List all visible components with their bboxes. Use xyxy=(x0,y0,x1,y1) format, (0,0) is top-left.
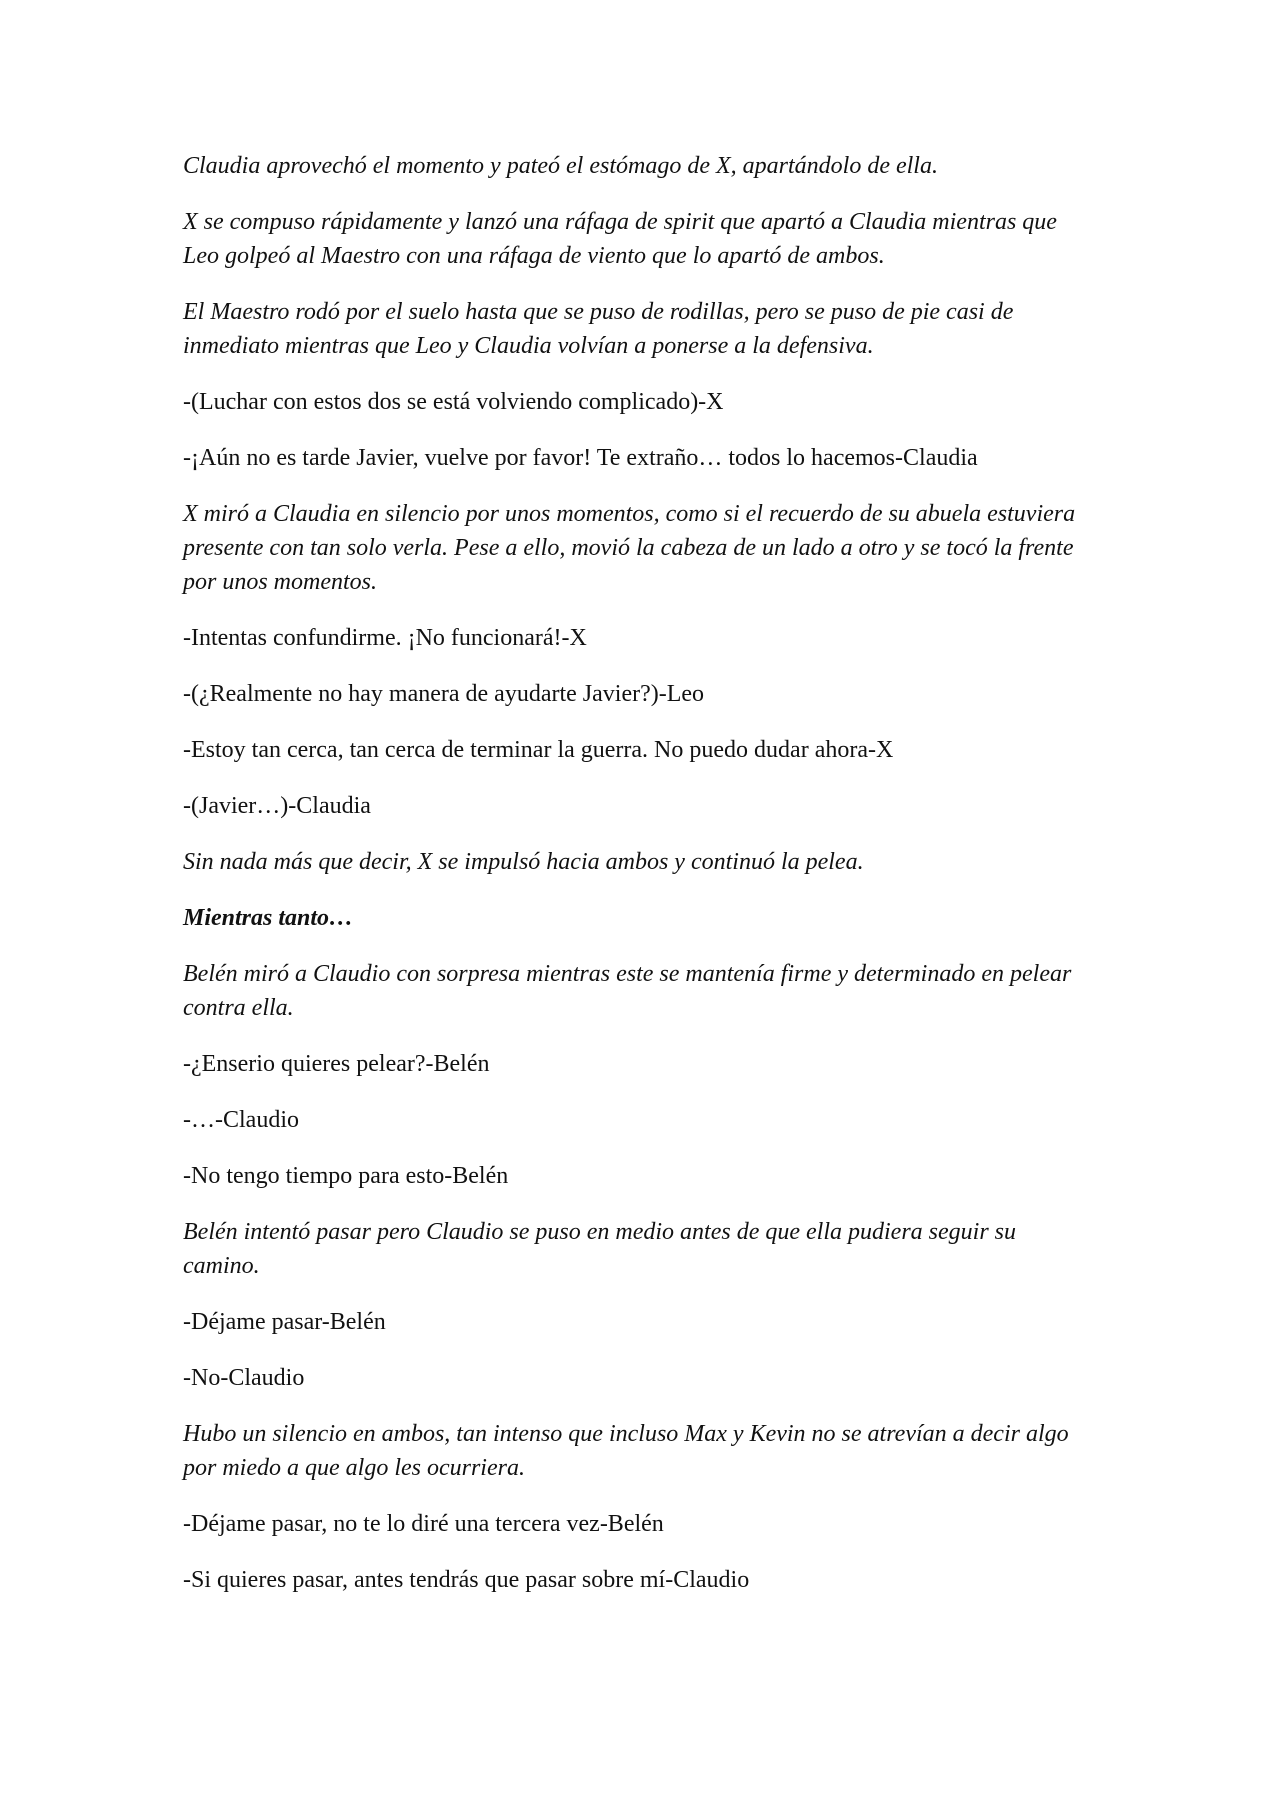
narration-paragraph: El Maestro rodó por el suelo hasta que se puso de rodillas, pero se puso de pie casi de inmediato mientras que Leo y Claudia volvían a ponerse a la defensiva. xyxy=(183,299,1014,359)
dialogue-line: -¿Enserio quieres pelear?-Belén xyxy=(183,1051,490,1077)
dialogue-line: -(¿Realmente no hay manera de ayudarte Javier?)-Leo xyxy=(183,681,705,707)
dialogue-line: -Estoy tan cerca, tan cerca de terminar la guerra. No puedo dudar ahora-X xyxy=(183,737,894,763)
dialogue-line: -No tengo tiempo para esto-Belén xyxy=(183,1163,509,1189)
dialogue-line: -Si quieres pasar, antes tendrás que pasar sobre mí-Claudio xyxy=(183,1567,750,1593)
dialogue-line: -(Luchar con estos dos se está volviendo complicado)-X xyxy=(183,389,724,415)
dialogue-line: -Déjame pasar, no te lo diré una tercera vez-Belén xyxy=(183,1511,664,1537)
scene-break-heading: Mientras tanto… xyxy=(183,905,354,931)
dialogue-line: -¡Aún no es tarde Javier, vuelve por favor! Te extraño… todos lo hacemos-Claudia xyxy=(183,445,978,471)
narration-paragraph: Claudia aprovechó el momento y pateó el estómago de X, apartándolo de ella. xyxy=(183,153,938,179)
narration-paragraph: Belén miró a Claudio con sorpresa mientras este se mantenía firme y determinado en pelear contra ella. xyxy=(183,961,1072,1021)
narration-paragraph: Hubo un silencio en ambos, tan intenso que incluso Max y Kevin no se atrevían a decir algo por miedo a que algo les ocurriera. xyxy=(183,1421,1069,1481)
narration-paragraph: Belén intentó pasar pero Claudio se puso en medio antes de que ella pudiera seguir su camino. xyxy=(183,1219,1017,1279)
document-body xyxy=(183,149,1093,1619)
narration-paragraph: Sin nada más que decir, X se impulsó hacia ambos y continuó la pelea. xyxy=(183,849,864,875)
dialogue-line: -(Javier…)-Claudia xyxy=(183,793,371,819)
dialogue-line: -…-Claudio xyxy=(183,1107,299,1133)
dialogue-line: -No-Claudio xyxy=(183,1365,305,1391)
narration-paragraph: X se compuso rápidamente y lanzó una ráfaga de spirit que apartó a Claudia mientras que Leo golpeó al Maestro con una ráfaga de viento que lo apartó de ambos. xyxy=(183,209,1057,269)
narration-paragraph: X miró a Claudia en silencio por unos momentos, como si el recuerdo de su abuela estuviera presente con tan solo verla. Pese a ello, movió la cabeza de un lado a otro y se tocó la frente por unos momentos. xyxy=(183,501,1076,595)
dialogue-line: -Intentas confundirme. ¡No funcionará!-X xyxy=(183,625,587,651)
dialogue-line: -Déjame pasar-Belén xyxy=(183,1309,386,1335)
